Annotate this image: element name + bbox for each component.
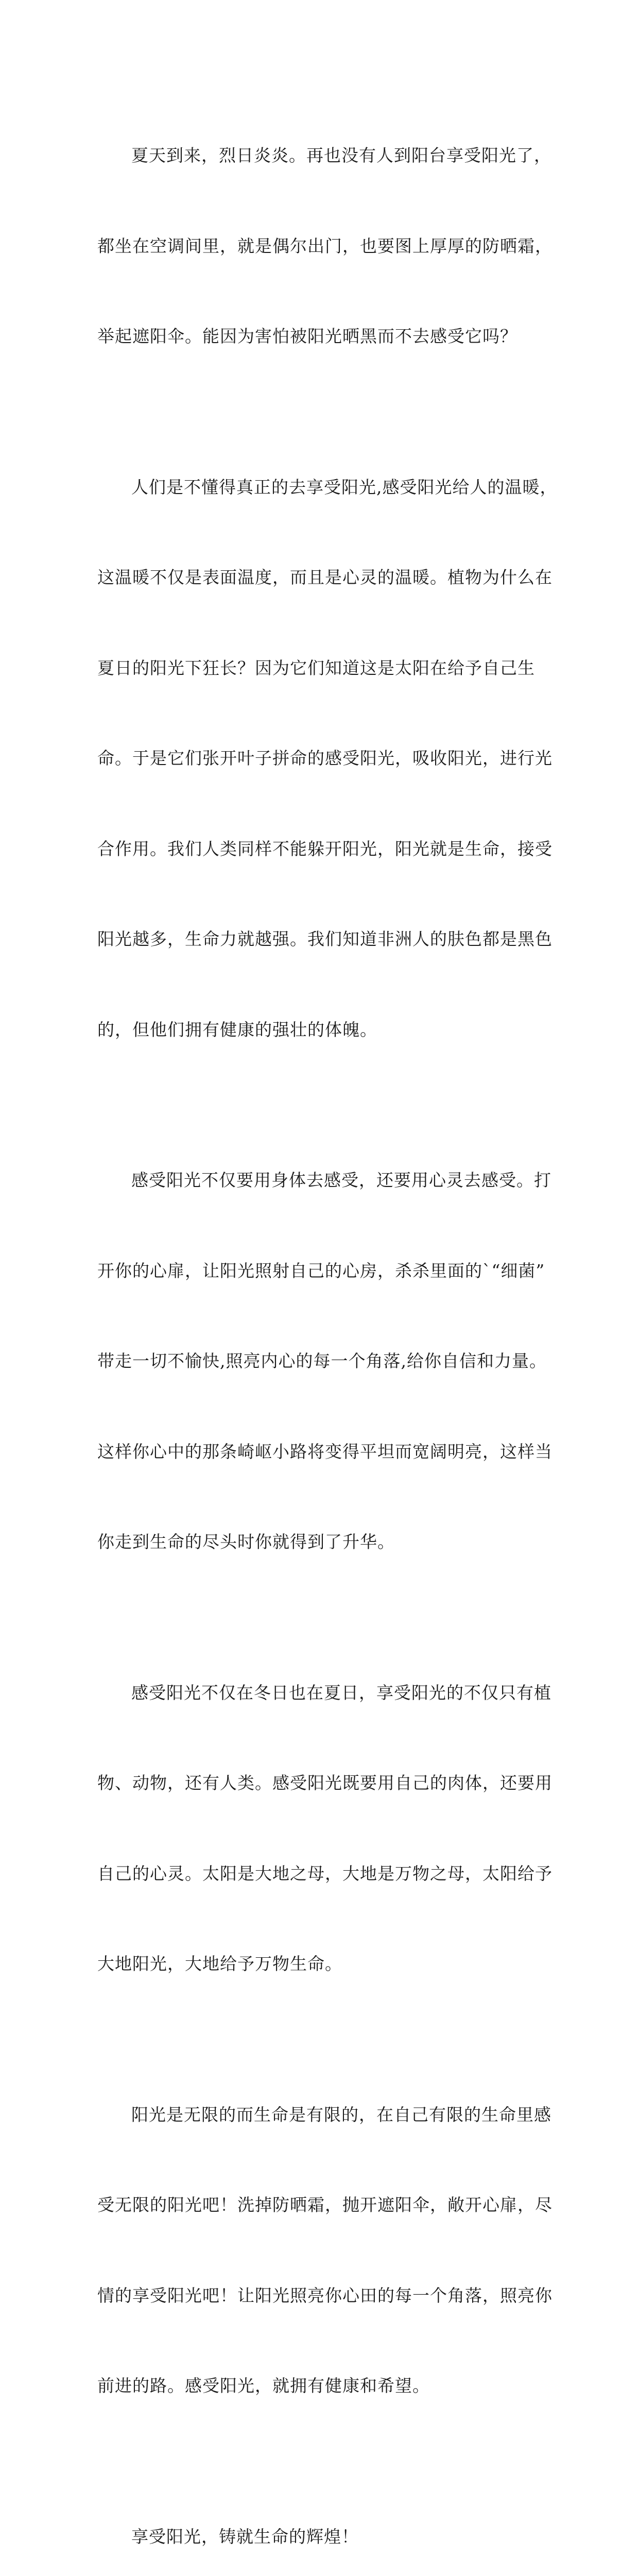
- text-line: 情的享受阳光吧！让阳光照亮你心田的每一个角落，照亮你: [97, 2281, 540, 2311]
- text-line: 合作用。我们人类同样不能躲开阳光，阳光就是生命，接受: [97, 834, 540, 865]
- paragraph: [97, 2462, 540, 2576]
- paragraph: [97, 412, 540, 1106]
- text-line: 你走到生命的尽头时你就得到了升华。: [97, 1527, 540, 1557]
- text-line: 阳光越多，生命力就越强。我们知道非洲人的肤色都是黑色: [97, 924, 540, 955]
- text-line: 带走一切不愉快,照亮内心的每一个角落,给你自信和力量。: [97, 1346, 540, 1377]
- text-line: 阳光是无限的而生命是有限的，在自己有限的生命里感: [97, 2100, 540, 2130]
- text-line: 夏日的阳光下狂长？因为它们知道这是太阳在给予自己生: [97, 653, 540, 684]
- document-page: [97, 80, 540, 2576]
- text-line: 感受阳光不仅要用身体去感受，还要用心灵去感受。打: [97, 1165, 540, 1196]
- text-line: 夏天到来，烈日炎炎。再也没有人到阳台享受阳光了，: [97, 141, 540, 171]
- text-line: 享受阳光，铸就生命的辉煌！: [97, 2522, 540, 2552]
- text-line: 举起遮阳伞。能因为害怕被阳光晒黑而不去感受它吗？: [97, 321, 540, 352]
- text-line: 感受阳光不仅在冬日也在夏日，享受阳光的不仅只有植: [97, 1678, 540, 1708]
- text-line: 的，但他们拥有健康的强壮的体魄。: [97, 1015, 540, 1045]
- paragraph: [97, 2040, 540, 2462]
- text-line: 这样你心中的那条崎岖小路将变得平坦而宽阔明亮，这样当: [97, 1437, 540, 1467]
- paragraph: [97, 80, 540, 412]
- text-line: 人们是不懂得真正的去享受阳光,感受阳光给人的温暖，: [97, 472, 540, 503]
- paragraph: [97, 1105, 540, 1618]
- text-line: 受无限的阳光吧！洗掉防晒霜，抛开遮阳伞，敞开心扉，尽: [97, 2190, 540, 2221]
- text-line: 自己的心灵。太阳是大地之母，大地是万物之母，太阳给予: [97, 1859, 540, 1889]
- paragraph: [97, 1618, 540, 2040]
- text-line: 命。于是它们张开叶子拼命的感受阳光，吸收阳光，进行光: [97, 743, 540, 774]
- text-line: 物、动物，还有人类。感受阳光既要用自己的肉体，还要用: [97, 1768, 540, 1799]
- text-line: 开你的心扉，让阳光照射自己的心房，杀杀里面的`“细菌”: [97, 1256, 540, 1286]
- text-line: 这温暖不仅是表面温度，而且是心灵的温暖。植物为什么在: [97, 563, 540, 593]
- text-line: 都坐在空调间里，就是偶尔出门，也要图上厚厚的防晒霜，: [97, 231, 540, 262]
- text-line: 前进的路。感受阳光，就拥有健康和希望。: [97, 2371, 540, 2401]
- text-line: 大地阳光，大地给予万物生命。: [97, 1949, 540, 1979]
